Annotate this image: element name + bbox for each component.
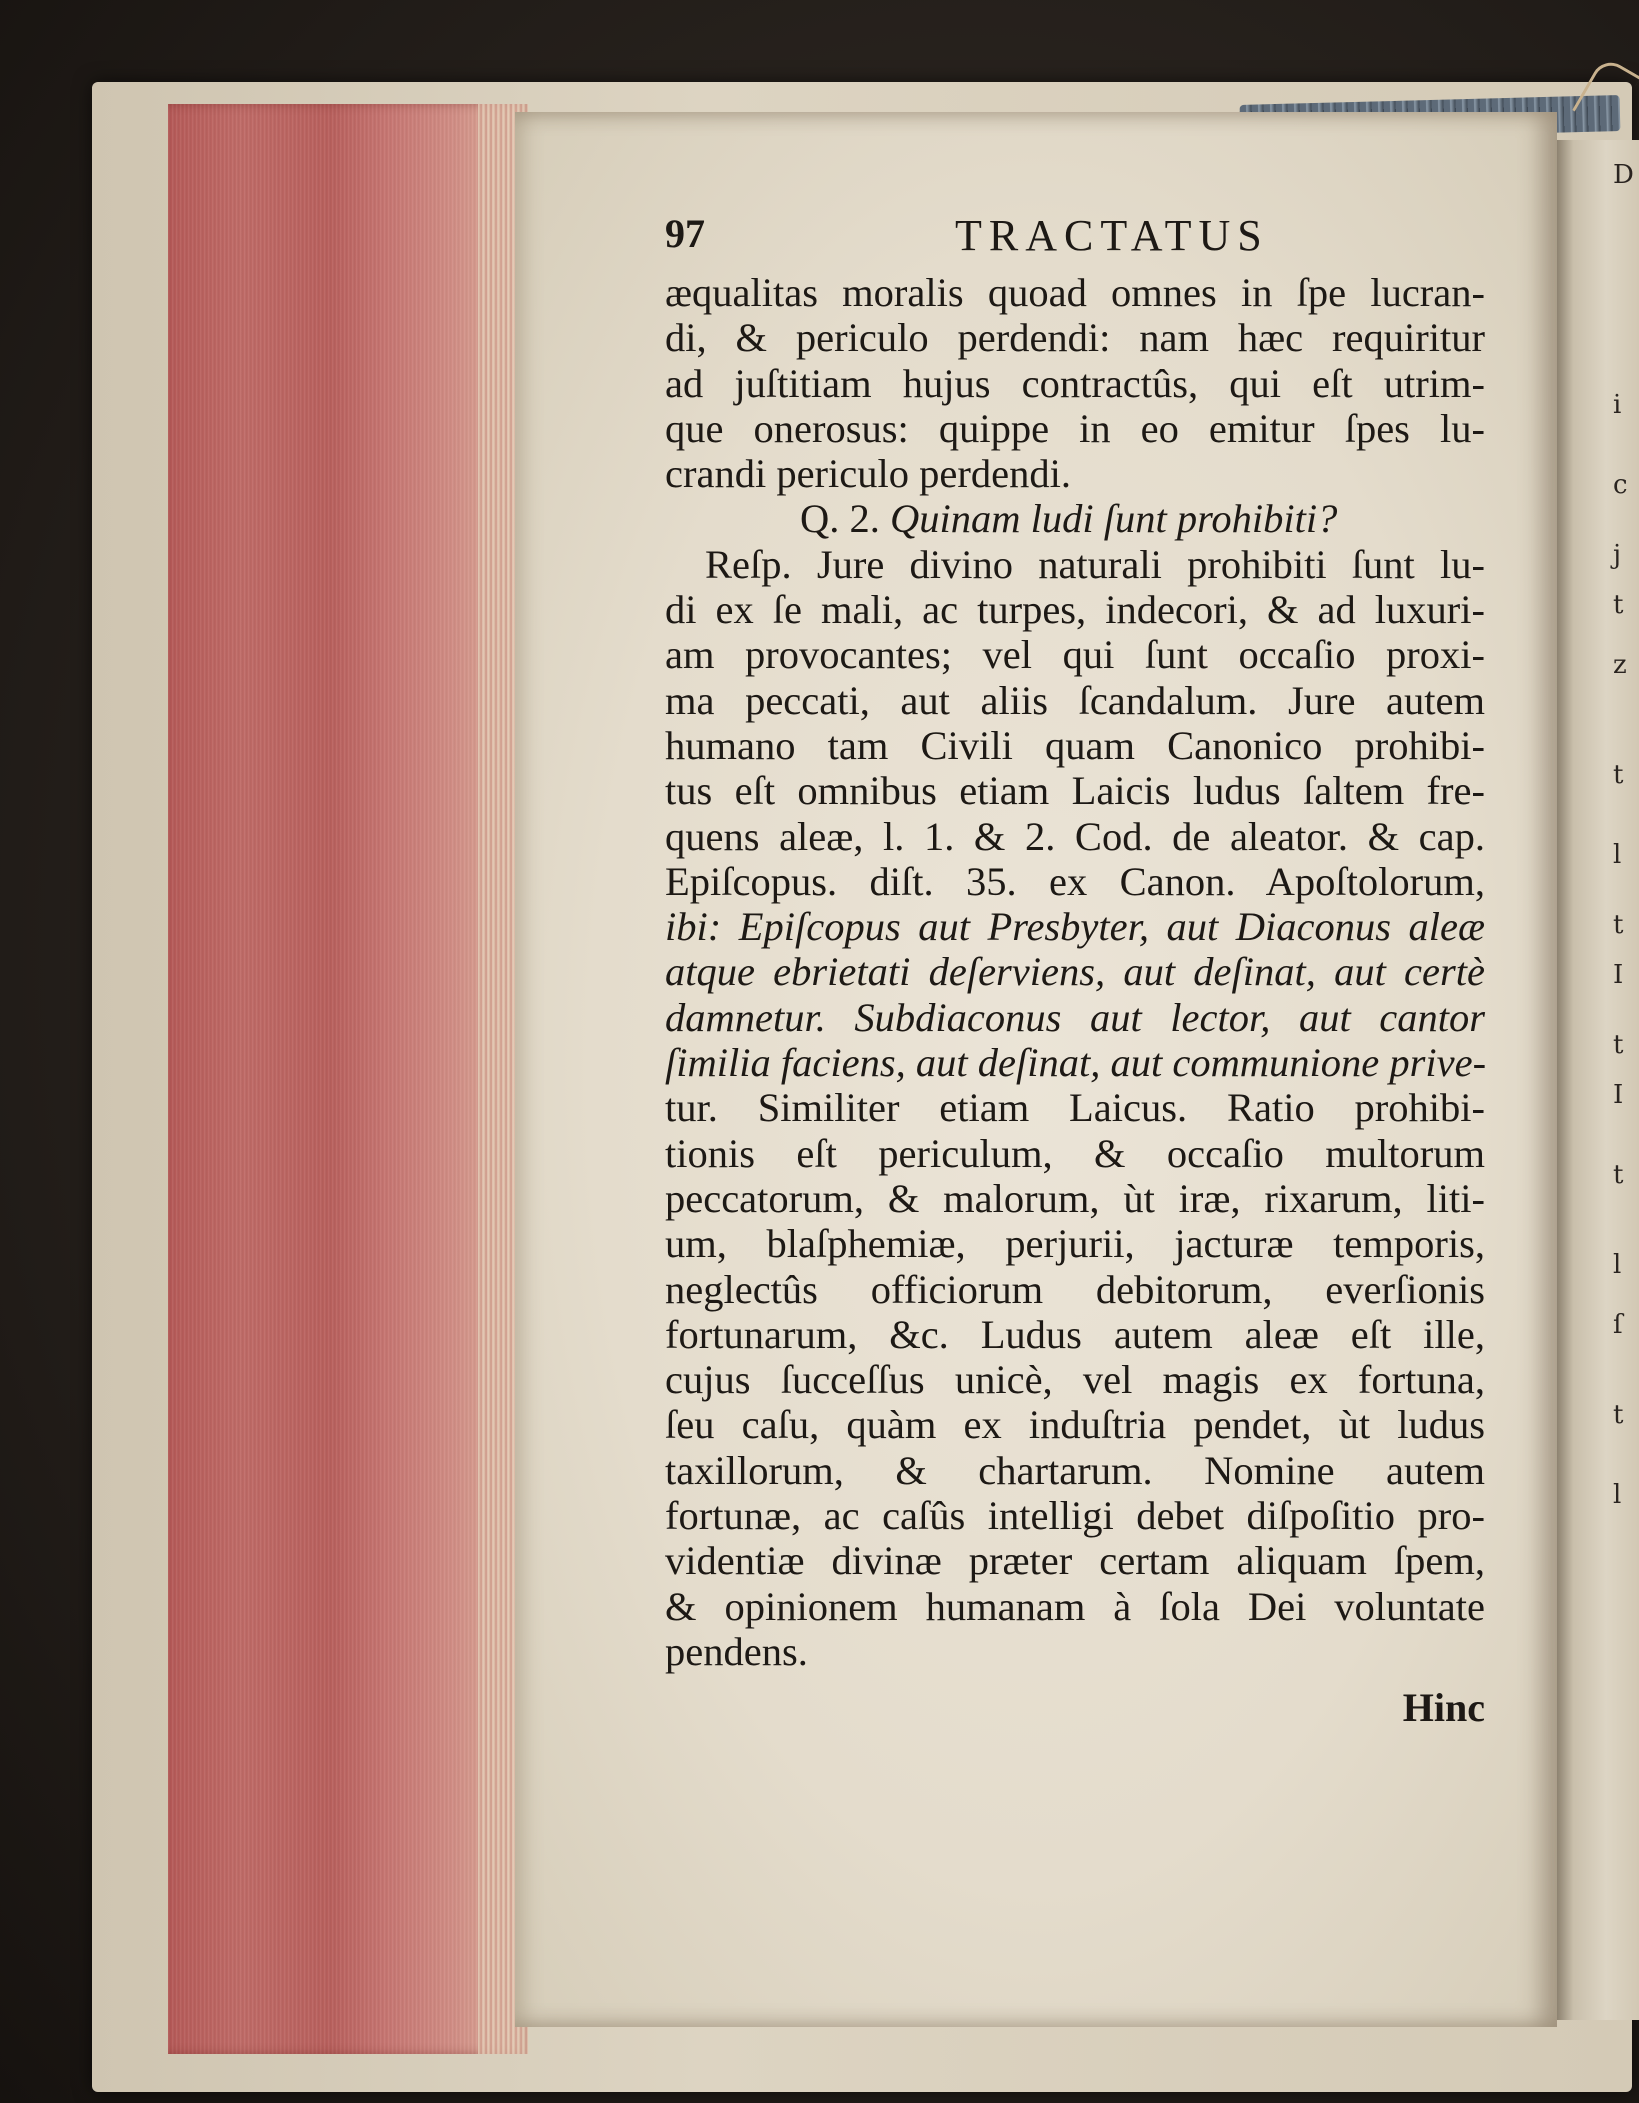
text-line: fortunarum, &c. Ludus autem aleæ eſt ille, [665, 1311, 1485, 1357]
facing-fragment: t [1613, 1160, 1624, 1190]
text-line: ſeu caſu, quàm ex induſtria pendet, ùt ludus [665, 1402, 1485, 1448]
facing-fragment: l [1613, 1250, 1622, 1280]
question-heading [665, 496, 1485, 541]
facing-fragment: t [1613, 910, 1624, 940]
text-block-before [665, 270, 1485, 496]
text-line: neglectûs officiorum debitorum, everſionis [665, 1266, 1485, 1312]
text-line: um, blaſphemiæ, perjurii, jacturæ temporis, [665, 1221, 1485, 1267]
text-line: Epiſcopus. diſt. 35. ex Canon. Apoſtolorum, [665, 858, 1485, 904]
text-line: atque ebrietati deſerviens, aut deſinat, aut certè [665, 949, 1485, 995]
text-line: crandi periculo perdendi. [665, 451, 1071, 497]
text-line: cujus ſucceſſus unicè, vel magis ex fortuna, [665, 1357, 1485, 1403]
text-line: am provocantes; vel qui ſunt occaſio proxi- [665, 632, 1485, 678]
facing-fragment: t [1613, 760, 1624, 790]
facing-fragment: t [1613, 1030, 1624, 1060]
running-title: TRACTATUS [955, 211, 1269, 260]
facing-fragment: I [1613, 960, 1624, 990]
page-block-edge [168, 104, 528, 2054]
text-line: di, & periculo perdendi: nam hæc requiritur [665, 315, 1485, 361]
text-line: quens aleæ, l. 1. & 2. Cod. de aleator. & cap. [665, 813, 1485, 859]
text-line: videntiæ divinæ præter certam aliquam ſpem, [665, 1538, 1485, 1584]
text-line: tur. Similiter etiam Laicus. Ratio prohibi- [665, 1085, 1485, 1131]
text-line: fortunæ, ac caſûs intelligi debet diſpoſitio pro- [665, 1493, 1485, 1539]
text-line: peccatorum, & malorum, ùt iræ, rixarum, liti- [665, 1175, 1485, 1221]
facing-fragment: D [1613, 160, 1634, 190]
page-header [665, 210, 1485, 270]
facing-fragment: i [1613, 390, 1622, 420]
text-line: Reſp. Jure divino naturali prohibiti ſunt lu- [705, 541, 1485, 587]
text-line: ad juſtitiam hujus contractûs, qui eſt utrim- [665, 360, 1485, 406]
facing-fragment: z [1613, 650, 1627, 680]
text-line: que onerosus: quippe in eo emitur ſpes lu- [665, 405, 1485, 451]
catchword-row [665, 1684, 1485, 1744]
text-line: ibi: Epiſcopus aut Presbyter, aut Diaconus aleæ [665, 904, 1485, 950]
facing-fragment: ſ [1613, 1310, 1623, 1340]
text-line: ma peccati, aut aliis ſcandalum. Jure autem [665, 677, 1485, 723]
facing-fragment: l [1613, 1480, 1622, 1510]
text-line: damnetur. Subdiaconus aut lector, aut cantor [665, 994, 1485, 1040]
facing-fragment: j [1613, 540, 1622, 570]
text-line: pendens. [665, 1628, 808, 1674]
facing-fragment: t [1613, 1400, 1624, 1430]
text-line: di ex ſe mali, ac turpes, indecori, & ad luxuri- [665, 587, 1485, 633]
facing-fragment: c [1613, 470, 1628, 500]
facing-fragment: t [1613, 590, 1624, 620]
text-line: æqualitas moralis quoad omnes in ſpe lucran- [665, 270, 1485, 315]
facing-fragment: I [1613, 1080, 1624, 1110]
page-content [665, 210, 1485, 1744]
question-text: Quinam ludi ſunt prohibiti? [890, 496, 1338, 542]
page-number: 97 [665, 211, 705, 256]
text-line: & opinionem humanam à ſola Dei voluntate [665, 1583, 1485, 1629]
text-line: ſimilia faciens, aut deſinat, aut communione prive- [665, 1040, 1487, 1086]
text-block-after [665, 542, 1485, 1674]
text-line: tionis eſt periculum, & occaſio multorum [665, 1130, 1485, 1176]
question-label: Q. 2. [800, 496, 880, 542]
facing-page [1557, 140, 1639, 2020]
text-line: tus eſt omnibus etiam Laicis ludus ſaltem fre- [665, 768, 1485, 814]
text-line: taxillorum, & chartarum. Nomine autem [665, 1447, 1485, 1493]
text-line: humano tam Civili quam Canonico prohibi- [665, 722, 1485, 768]
catchword: Hinc [1402, 1685, 1485, 1731]
facing-fragment: l [1613, 840, 1622, 870]
